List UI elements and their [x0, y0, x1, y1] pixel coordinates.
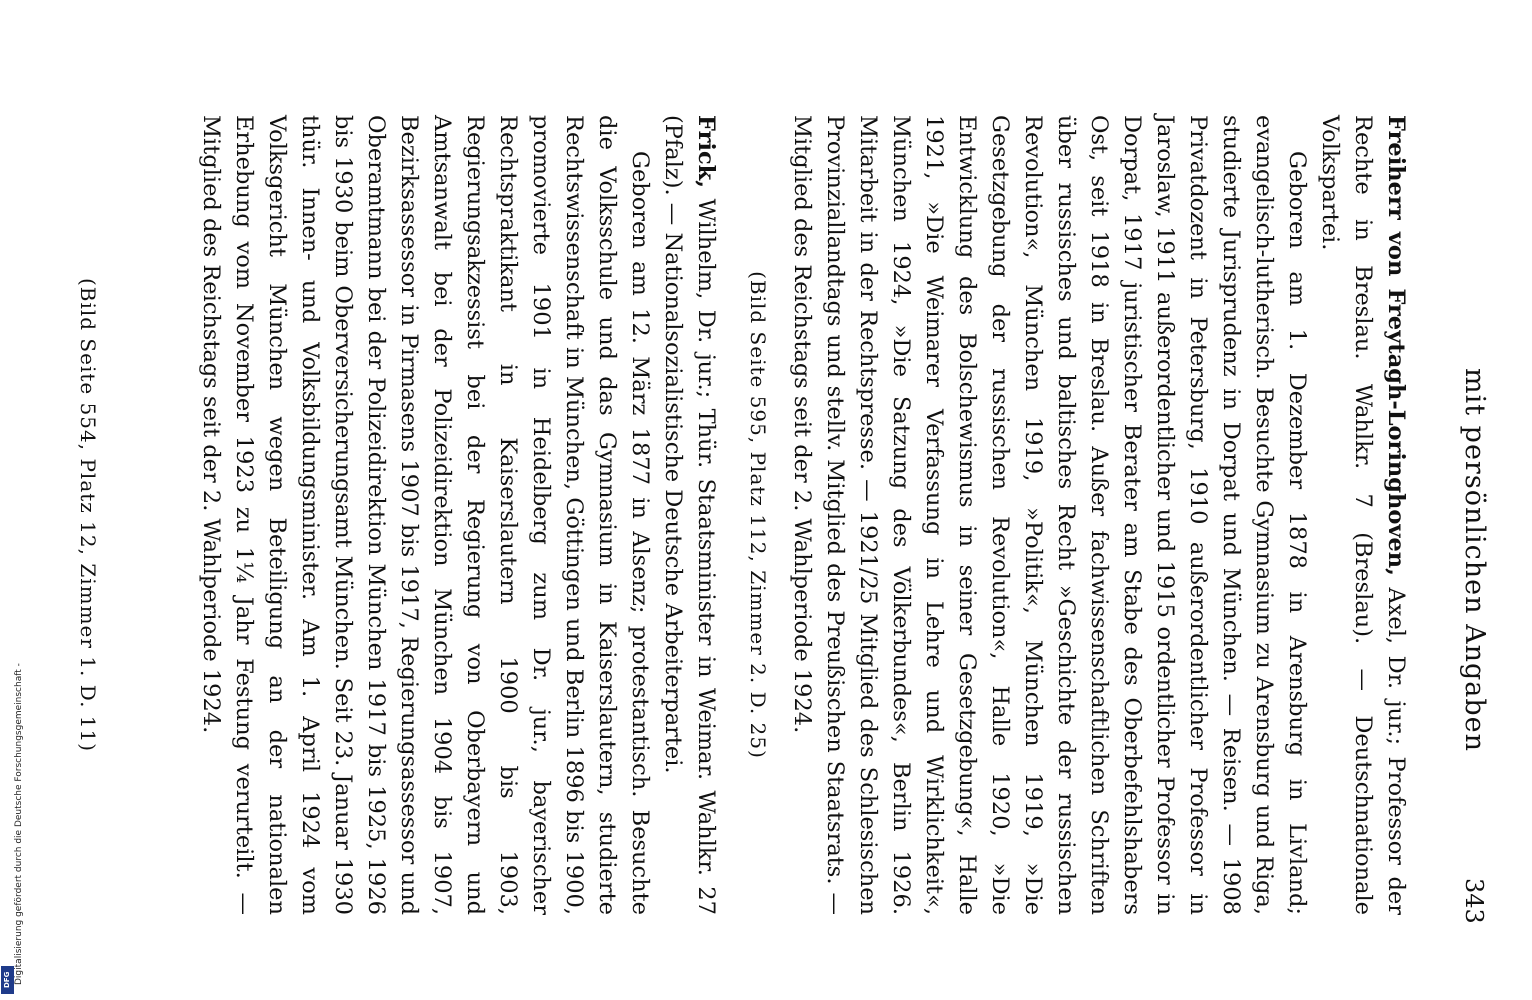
- entry-body: Geboren am 1. Dezember 1878 in Arensburg in Livland; evangelisch-lutherisch. Besuchte Gymnasium zu Arensburg und Riga, studierte Jurisprudenz in Dorpat und München. — Reisen. — 1908 Privatdozent in Petersburg, 1910 außerordentlicher Professor in Jaroslaw, 1911 außerordentlicher und 1915 ordentlicher Professor in Dorpat, 1917 juristischer Berater am Stabe des Oberbefehlshabers Ost, seit 1918 in Breslau. Außer fachwissenschaftlichen Schriften über russisches und baltisches Recht »Geschichte der russischen Revolution«, München 1919, »Politik«, München 1919, »Die Gesetzgebung der russischen Revolution«, Halle 1920, »Die Entwicklung des Bolschewismus in seiner Gesetzgebung«, Halle 1921, »Die Weimarer Verfassung in Lehre und Wirklichkeit«, München 1924, »Die Satzung des Völkerbundes«, Berlin 1926. Mitarbeit in der Rechtspresse. — 1921/25 Mitglied des Schlesischen Provinziallandtags und stellv. Mitglied des Preußischen Staatsrats. — Mitglied des Reichstags seit der 2. Wahlperiode 1924.: [789, 115, 1310, 915]
- page-header-title: mit persönlichen Angaben: [1459, 368, 1490, 752]
- entry-body: Geboren am 12. März 1877 in Alsenz; protestantisch. Besuchte die Volksschule und das Gymnasium in Kaiserslautern, studierte Rechtswissenschaft in München, Göttingen und Berlin 1896 bis 1900, promovierte 1901 in Heidelberg zum Dr. jur., bayerischer Rechtspraktikant in Kaiserslautern 1900 bis 1903, Regierungsakzessist bei der Regierung von Oberbayern und Amtsanwalt bei der Polizeidirektion München 1904 bis 1907, Bezirksassessor in Pirmasens 1907 bis 1917, Regierungsassessor und Oberamtmann bei der Polizeidirektion München 1917 bis 1925, 1926 bis 1930 beim Oberversicherungsamt München. Seit 23. Januar 1930 thür. Innen- und Volksbildungsminister. Am 1. April 1924 vom Volksgericht München wegen Beteiligung an der nationalen Erhebung vom November 1923 zu 1¼ Jahr Festung verurteilt. — Mitglied des Reichstags seit der 2. Wahlperiode 1924.: [198, 115, 653, 915]
- page-number: 343: [1460, 878, 1488, 924]
- photo-reference: (Bild Seite 595, Platz 112, Zimmer 2. D. 25): [746, 271, 770, 759]
- dfg-logo-icon: DFG: [1, 966, 14, 994]
- photo-reference: (Bild Seite 554, Platz 12, Zimmer 1. D. 11): [76, 277, 100, 753]
- funding-credit: [0, 600, 24, 1000]
- biography-entry: [194, 115, 722, 915]
- funding-credit-text: Digitalisierung gefördert durch die Deutsche Forschungsgemeinschaft -: [14, 663, 24, 985]
- entry-heading: Wilhelm, Dr. jur.; Thür. Staatsminister in Weimar. Wahlkr. 27 (Pfalz). — Nationalsozialistische Deutsche Arbeiterpartei.: [660, 115, 719, 915]
- entry-name: Frick,: [693, 115, 719, 189]
- biography-entry: [785, 115, 1412, 915]
- entry-heading: Axel, Dr. jur.; Professor der Rechte in Breslau. Wahlkr. 7 (Breslau). — Deutschnationale Volkspartei.: [1317, 115, 1409, 915]
- entry-name: Freiherr von Freytagh-Loringhoven,: [1383, 115, 1409, 576]
